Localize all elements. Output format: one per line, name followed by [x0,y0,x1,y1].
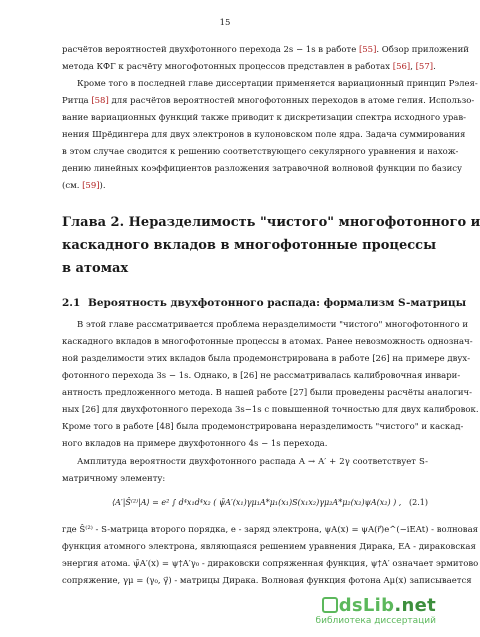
watermark [286,595,436,629]
paragraph-line: где Ŝ⁽²⁾ - S-матрица второго порядка, e - заряд электрона, ψA(x) = ψA(r⃗)e^(−iEAt) - волновая [62,525,479,535]
watermark-subtitle: библиотека диссертаций [315,616,436,626]
citation-link[interactable]: [59] [82,181,100,191]
chapter-title-line-2: каскадного вкладов в многофотонные процессы [62,238,437,253]
paragraph-line: Амплитуда вероятности двухфотонного распада A → A′ + 2γ соответствует S- [77,457,428,467]
paragraph-line: вание вариационных функций также приводит к дискретизации спектра исходного урав- [62,113,467,123]
chapter-title-line-3: в атомах [62,261,129,276]
section-title: Вероятность двухфотонного распада: формализм S-матрицы [88,297,467,309]
paragraph-line: Ритца [58] для расчётов вероятностей многофотонных переходов в атоме гелия. Использо- [62,96,475,106]
equation-number: (2.1) [409,498,428,507]
paragraph-line: В этой главе рассматривается проблема неразделимости "чистого" многофотонного и [77,320,469,330]
watermark-logo: dsLib.net [338,595,436,616]
citation-link[interactable]: [57] [415,62,434,72]
citation-link[interactable]: [56] [392,62,411,72]
paragraph-line: функция атомного электрона, являющаяся решением уравнения Дирака, EA - дираковская [62,542,476,552]
paragraph-line: ных [26] для двухфотонного перехода 3s−1s с повышенной точностью для двух калибровок. [62,405,479,415]
paragraph-line: Кроме того в работе [48] была продемонстрирована неразделимость "чистого" и каскад- [62,422,464,432]
paragraph-line: нения Шрёдингера для двух электронов в кулоновском поле ядра. Задача суммирования [62,130,466,140]
intro-line-1: расчётов вероятностей двухфотонного перехода 2s − 1s в работе [55]. Обзор приложений [62,45,469,55]
paragraph-line: антность предложенного метода. В нашей работе [27] были проведены расчёты аналогич- [62,388,473,398]
paragraph-line: сопряжение, γμ = (γ₀, γ⃗) - матрицы Дирака. Волновая функция фотона Aμ(x) записывается [62,576,472,586]
paragraph-line: ной разделимости этих вкладов была продемонстрирована в работе [26] на примере двух- [62,354,471,364]
paragraph-line: энергия атома. ψ̄A′(x) = ψ†A′γ₀ - дираковски сопряженная функция, ψ†A′ означает эрмитово [62,559,479,569]
citation-link[interactable]: [55] [358,45,377,55]
paragraph-line: (см. [59]). [62,181,106,191]
paragraph-line: дению линейных коэффициентов разложения затравочной волновой функции по базису [62,164,463,174]
section-heading [62,296,467,310]
chapter-title-line-1: Глава 2. Неразделимость "чистого" многофотонного и [62,215,480,230]
equation [62,497,428,511]
page-number: 15 [219,18,231,28]
intro-line-2: метода КФГ к расчёту многофотонных процессов представлен в работах [56], [57]. [62,62,436,72]
paragraph-line: матричному элементу: [62,474,166,484]
section-number: 2.1 [62,297,81,309]
paragraph-line: Кроме того в последней главе диссертации применяется вариационный принцип Рэлея- [77,79,478,89]
paragraph-line: ного вкладов на примере двухфотонного 4s − 1s перехода. [62,439,328,449]
citation-link[interactable]: [58] [91,96,109,106]
paragraph-line: каскадного вкладов в многофотонные процессы в атомах. Ранее невозможность однознач- [62,337,473,347]
book-icon [322,597,338,613]
paragraph-line: фотонного перехода 3s − 1s. Однако, в [26] не рассматривалась калибровочная инвари- [62,371,461,381]
paragraph-line: в этом случае сводится к решению соответствующего секулярного уравнения и нахож- [62,147,459,157]
equation-body: ⟨A′|Ŝ⁽²⁾|A⟩ = e² ∫ d⁴x₁d⁴x₂ ( ψ̄A′(x₁)γμ₁A*μ₁(x₁)S(x₁x₂)γμ₂A*μ₂(x₂)ψA(x₂) ) , [112,498,402,507]
